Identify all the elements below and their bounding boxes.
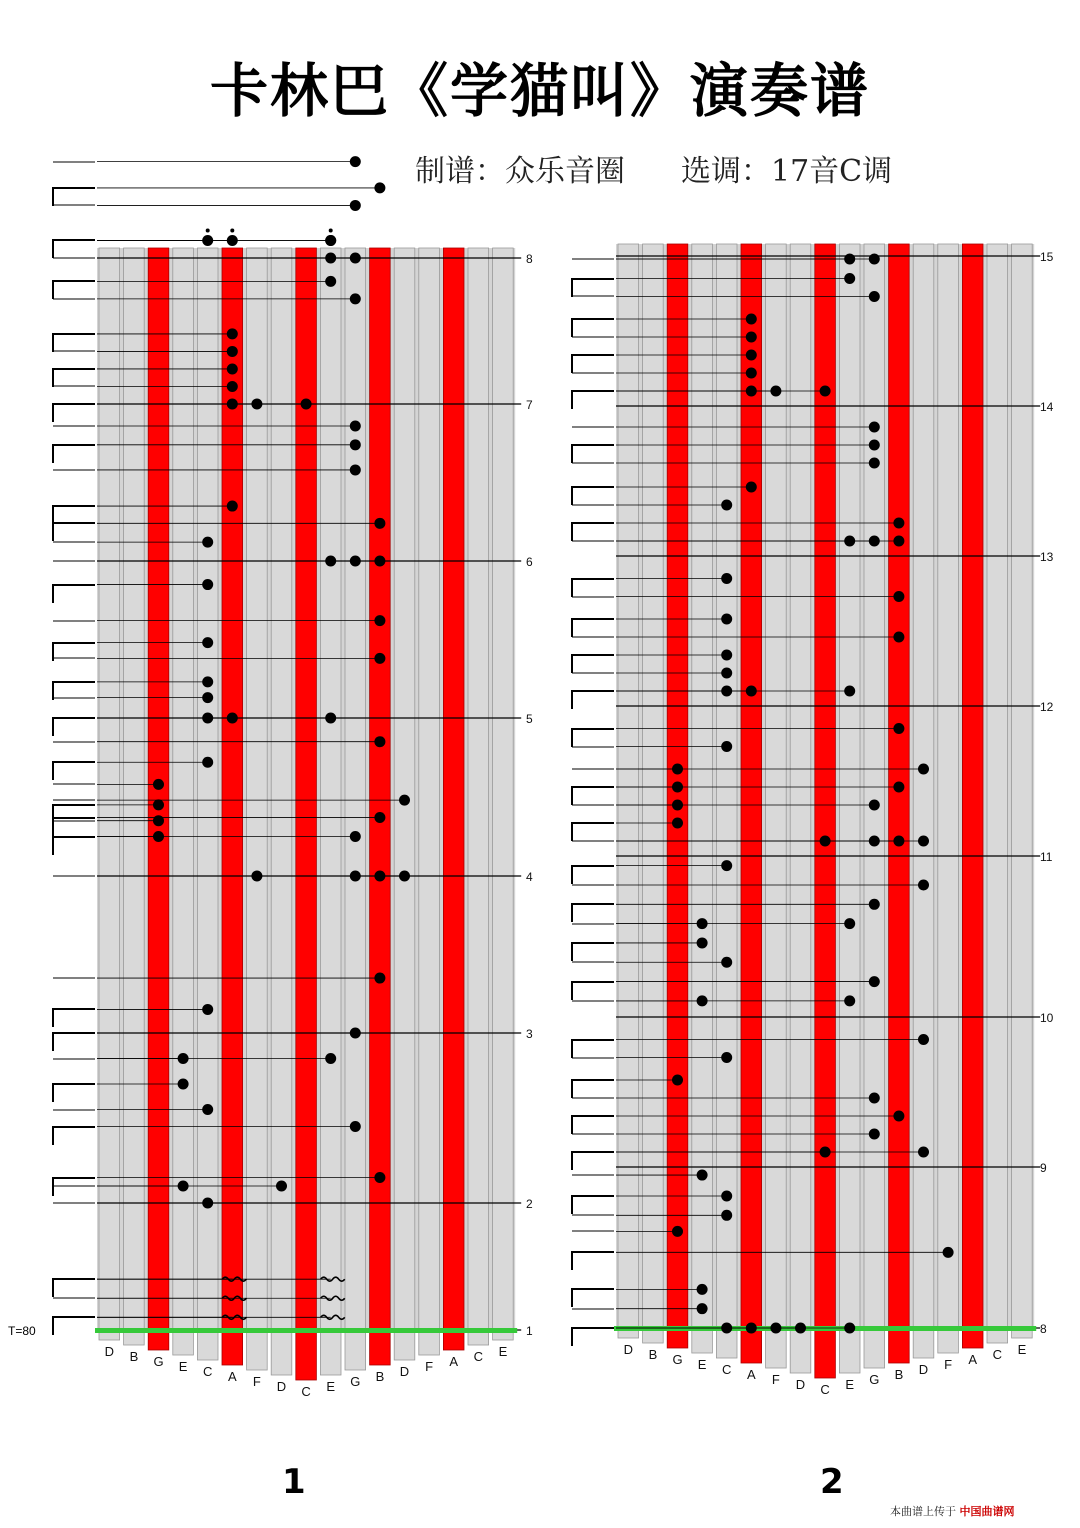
rhythm-bracket [53,682,95,700]
rhythm-bracket [572,943,614,961]
base-line [95,1328,517,1333]
rhythm-bracket [572,904,614,922]
rhythm-bracket [572,619,614,637]
note-dot [374,182,385,193]
note-dot [893,1111,904,1122]
page-title: 卡林巴《学猫叫》演奏谱 [209,57,870,125]
tine-6 [766,244,787,1368]
note-dot [325,235,336,246]
note-dot [697,1284,708,1295]
octave-dot [230,228,234,232]
note-dot [820,386,831,397]
note-dot [721,860,732,871]
note-dot [178,1079,189,1090]
note-dot [869,1093,880,1104]
key-label: 选调：17音C调 [681,154,893,189]
note-dot [350,253,361,264]
note-dot [893,536,904,547]
note-dot [202,676,213,687]
tine-label: B [894,1367,904,1382]
tine-label: G [672,1352,683,1367]
note-dot [227,363,238,374]
tine-12 [913,244,934,1358]
rhythm-bracket [572,445,614,463]
rhythm-bracket [53,240,95,258]
tine-label: A [746,1367,756,1382]
tine-label: E [178,1359,188,1374]
tine-11 [889,244,910,1363]
tine-label: E [697,1357,707,1372]
measure-number: 8 [1040,1322,1047,1336]
measure-number: 12 [1040,700,1054,714]
tine-label: C [473,1349,483,1364]
measure-number: 8 [526,252,533,266]
note-dot [399,871,410,882]
rhythm-bracket [53,1009,95,1027]
tine-15 [987,244,1008,1343]
rhythm-bracket [572,523,614,541]
tine-label: G [869,1372,880,1387]
rhythm-bracket [572,319,614,337]
note-dot [399,795,410,806]
note-dot [672,1226,683,1237]
measure-number: 11 [1040,850,1053,864]
note-dot [721,957,732,968]
tine-label: G [350,1374,361,1389]
note-dot [202,1198,213,1209]
measure-number: 13 [1040,550,1054,564]
note-dot [721,1190,732,1201]
note-dot [869,976,880,987]
rhythm-bracket [53,281,95,299]
tine-8 [296,248,317,1380]
tine-label: D [623,1342,633,1357]
tine-label: C [722,1362,732,1377]
note-dot [153,779,164,790]
tine-label: D [104,1344,114,1359]
measure-number: 2 [526,1197,533,1211]
tine-1 [124,248,145,1345]
tine-4 [197,248,218,1360]
base-line [614,1326,1036,1331]
tine-2 [667,244,688,1348]
note-dot [918,1034,929,1045]
note-dot [746,368,757,379]
tine-label: E [326,1379,336,1394]
note-dot [697,1170,708,1181]
tine-10 [345,248,366,1370]
tine-label: E [845,1377,855,1392]
note-dot [918,879,929,890]
tine-15 [468,248,489,1345]
tine-2 [148,248,169,1350]
tine-label: E [1017,1342,1027,1357]
note-dot [350,156,361,167]
note-dot [721,614,732,625]
note-dot [869,254,880,265]
note-dot [844,686,855,697]
rhythm-bracket [572,982,614,1000]
rhythm-bracket [53,805,95,823]
note-dot [301,399,312,410]
note-dot [869,291,880,302]
rhythm-bracket [53,523,95,541]
note-dot [374,615,385,626]
note-dot [721,1210,732,1221]
rhythm-bracket [572,1252,614,1270]
note-dot [276,1181,287,1192]
rhythm-bracket [572,823,614,841]
note-dot [672,1075,683,1086]
note-dot [721,650,732,661]
rhythm-bracket [53,837,95,855]
tine-label: E [498,1344,508,1359]
note-dot [350,293,361,304]
rhythm-bracket [572,579,614,597]
note-dot [202,537,213,548]
tine-7 [271,248,292,1375]
note-dot [893,518,904,529]
note-dot [202,692,213,703]
note-dot [869,899,880,910]
page-number-1: 1 [282,1462,306,1502]
note-dot [374,1172,385,1183]
note-dot [721,668,732,679]
note-dot [893,782,904,793]
note-dot [227,381,238,392]
note-dot [869,800,880,811]
note-dot [202,637,213,648]
rhythm-bracket [53,718,95,736]
rhythm-bracket [572,1289,614,1307]
measure-number: 3 [526,1027,533,1041]
note-dot [202,757,213,768]
rhythm-bracket [53,334,95,352]
measure-number: 4 [526,870,533,884]
note-dot [869,458,880,469]
rhythm-bracket [53,445,95,463]
measure-number: 7 [526,398,533,412]
rhythm-bracket [572,1328,614,1346]
rhythm-bracket [53,506,95,524]
tine-label: G [153,1354,164,1369]
rhythm-bracket [572,1152,614,1170]
footer-text: 本曲谱上传于 [890,1505,956,1518]
note-dot [746,482,757,493]
tine-label: B [375,1369,385,1384]
note-dot [918,1147,929,1158]
tine-1 [643,244,664,1343]
note-dot [350,831,361,842]
tine-label: D [399,1364,410,1379]
tine-13 [938,244,959,1353]
rhythm-bracket [53,1033,95,1051]
note-dot [697,1303,708,1314]
rhythm-bracket [53,188,95,206]
measure-number: 6 [526,555,533,569]
tine-6 [247,248,268,1370]
octave-dot [329,228,333,232]
rhythm-bracket [572,691,614,709]
tine-label: D [918,1362,929,1377]
note-dot [746,314,757,325]
note-dot [227,328,238,339]
note-dot [893,632,904,643]
note-dot [746,350,757,361]
note-dot [844,995,855,1006]
rhythm-bracket [572,355,614,373]
rhythm-bracket [53,1279,95,1297]
rhythm-bracket [53,1178,95,1196]
tine-16 [493,248,514,1340]
tine-label: C [992,1347,1002,1362]
rhythm-bracket [572,487,614,505]
note-dot [350,200,361,211]
note-dot [844,918,855,929]
tine-label: B [648,1347,658,1362]
note-dot [918,764,929,775]
note-dot [202,1004,213,1015]
footer-site: 中国曲谱网 [959,1505,1015,1518]
tine-label: C [301,1384,311,1399]
note-dot [153,799,164,810]
tine-label: D [276,1379,287,1394]
tine-14 [962,244,983,1348]
measure-number: 5 [526,712,533,726]
note-dot [918,836,929,847]
tine-11 [370,248,391,1365]
note-dot [721,573,732,584]
octave-dot [206,228,210,232]
note-dot [374,736,385,747]
rhythm-bracket [53,762,95,780]
tine-8 [815,244,836,1378]
rhythm-bracket [572,1116,614,1134]
measure-number: 1 [526,1324,533,1338]
tine-label: A [227,1369,237,1384]
note-dot [374,973,385,984]
note-dot [746,332,757,343]
note-dot [350,464,361,475]
measure-number: 15 [1040,250,1054,264]
tine-label: C [820,1382,830,1397]
rhythm-bracket [53,404,95,422]
tine-label: C [203,1364,213,1379]
tine-label: D [795,1377,806,1392]
tine-5 [741,244,762,1363]
note-dot [350,439,361,450]
rhythm-bracket [53,369,95,387]
tine-5 [222,248,243,1365]
rhythm-bracket [53,1317,95,1335]
rhythm-bracket [53,1084,95,1102]
note-dot [325,713,336,724]
tine-0 [99,248,120,1340]
tine-label: F [252,1374,261,1389]
rhythm-bracket [53,585,95,603]
note-dot [869,440,880,451]
measure-number: 10 [1040,1011,1054,1025]
note-dot [350,420,361,431]
tine-label: A [449,1354,459,1369]
tine-label: A [968,1352,978,1367]
tine-16 [1012,244,1033,1338]
rhythm-bracket [572,729,614,747]
rhythm-bracket [572,655,614,673]
tine-3 [692,244,713,1353]
note-dot [374,518,385,529]
note-dot [869,1129,880,1140]
rhythm-bracket [572,279,614,297]
tine-14 [443,248,464,1350]
tine-label: F [771,1372,780,1387]
note-dot [153,815,164,826]
measure-number: 9 [1040,1161,1047,1175]
tine-7 [790,244,811,1373]
tine-label: F [425,1359,434,1374]
score-panel-2 [572,244,1054,1397]
note-dot [697,937,708,948]
rhythm-bracket [572,391,614,409]
note-dot [202,1104,213,1115]
footer-credit [890,1503,1015,1519]
note-dot [844,273,855,284]
measure-number: 14 [1040,400,1054,414]
note-dot [893,591,904,602]
rhythm-bracket [572,866,614,884]
note-dot [721,1052,732,1063]
note-dot [202,579,213,590]
tine-9 [839,244,860,1373]
rhythm-bracket [572,787,614,805]
note-dot [350,1121,361,1132]
note-dot [227,501,238,512]
rhythm-bracket [572,1040,614,1058]
note-dot [374,653,385,664]
note-dot [325,276,336,287]
note-dot [869,422,880,433]
note-dot [943,1247,954,1258]
rhythm-bracket [53,1127,95,1145]
tine-label: F [944,1357,953,1372]
page-number-2: 2 [820,1462,844,1502]
note-dot [350,1028,361,1039]
note-dot [325,1053,336,1064]
note-dot [721,741,732,752]
arranger-label: 制谱：众乐音圈 [415,154,625,189]
rhythm-bracket [572,1080,614,1098]
note-dot [844,1323,855,1334]
note-dot [672,818,683,829]
note-dot [893,723,904,734]
tine-0 [618,244,639,1338]
note-dot [721,500,732,511]
rhythm-bracket [572,1196,614,1214]
note-dot [374,556,385,567]
score-panel-1 [53,156,533,1399]
tine-label: B [129,1349,139,1364]
tine-9 [320,248,341,1375]
tempo-label: T=80 [8,1324,36,1338]
note-dot [227,346,238,357]
tine-13 [419,248,440,1355]
note-dot [374,812,385,823]
